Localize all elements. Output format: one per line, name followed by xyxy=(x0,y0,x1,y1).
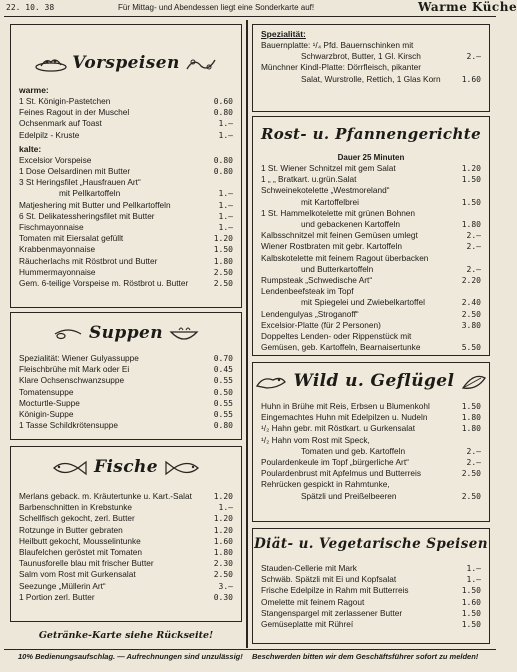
menu-item xyxy=(19,558,233,569)
menu-item xyxy=(19,398,233,409)
menu-item xyxy=(261,241,481,252)
menu-item-price: 2.— xyxy=(466,242,481,252)
menu-item-name: 6 St. Delikatessheringsfilet mit Butter xyxy=(19,210,155,221)
menu-item xyxy=(19,107,233,118)
menu-item xyxy=(261,253,481,264)
menu-item-price: 1.— xyxy=(218,200,233,210)
menu-item-name: Schweinekotelette „Westmoreland“ xyxy=(261,185,390,196)
menu-item xyxy=(19,211,233,222)
menu-item xyxy=(19,536,233,547)
fische-heading-wrap xyxy=(11,457,241,479)
menu-item-price: 1.20 xyxy=(213,492,233,501)
menu-item xyxy=(261,491,481,502)
menu-item-name: mit Pellkartoffeln xyxy=(59,188,121,199)
menu-item-name: Gem. 6-teilige Vorspeise m. Röstbrot u. Butter xyxy=(19,278,189,289)
menu-item-name: Merlans geback. m. Kräutertunke u. Kart.-Salat xyxy=(19,491,192,501)
menu-item-name: Huhn in Brühe mit Reis, Erbsen u Blumenkohl xyxy=(261,401,430,411)
menu-item xyxy=(261,208,481,219)
menu-item-name: Heilbutt gekocht, Mousselintunke xyxy=(19,535,141,546)
menu-item-price: 1.20 xyxy=(461,164,481,173)
fische-title: Fische xyxy=(93,457,159,478)
suppen-items xyxy=(19,353,233,431)
menu-item xyxy=(19,244,233,255)
menu-item-price: 1.— xyxy=(466,564,481,573)
menu-item xyxy=(261,412,481,423)
rost-title: Rost- u. Pfannengerichte xyxy=(260,125,482,143)
game-bird-icon xyxy=(253,372,289,392)
menu-item-price: 5.50 xyxy=(461,343,481,353)
menu-item xyxy=(261,275,481,286)
menu-item-name: Barbenschnitten in Krebstunke xyxy=(19,502,133,513)
suppen-title: Suppen xyxy=(89,323,163,343)
menu-item-name: Gemüsen, geb. Kartoffeln, Bearnaisertunke xyxy=(261,342,421,353)
menu-item xyxy=(19,513,233,524)
menu-item xyxy=(261,297,481,308)
menu-item-price: 2.50 xyxy=(213,267,233,277)
menu-item-name: und gebackenen Kartoffeln xyxy=(301,219,401,230)
menu-item-price: 2.50 xyxy=(213,279,233,289)
suppen-box xyxy=(10,312,242,440)
menu-item xyxy=(261,479,481,490)
menu-item xyxy=(261,597,481,608)
food-plate-icon xyxy=(34,54,68,74)
column-divider xyxy=(246,20,248,648)
menu-item xyxy=(261,264,481,275)
wild-title: Wild u. Geflügel xyxy=(293,371,455,391)
menu-item xyxy=(261,197,481,208)
menu-item-price: 1.50 xyxy=(461,175,481,185)
menu-item xyxy=(19,166,233,177)
menu-item-name: Klare Ochsenschwanzsuppe xyxy=(19,375,125,386)
menu-item-price: 1.20 xyxy=(213,525,233,535)
menu-item-name: 1 St. Königin-Pastetchen xyxy=(19,96,111,106)
menu-item xyxy=(19,188,233,199)
menu-item-name: Stauden-Cellerie mit Mark xyxy=(261,563,357,573)
menu-item xyxy=(261,435,481,446)
menu-item-name: Mocturtle-Suppe xyxy=(19,397,80,408)
menu-item-name: 3 St Heringsfilet „Hausfrauen Art“ xyxy=(19,177,141,188)
menu-item-name: mit Spiegelei und Zwiebelkartoffel xyxy=(301,297,425,308)
menu-item-name: Poulardenkeule im Topf „bürgerliche Art“ xyxy=(261,457,409,468)
menu-item xyxy=(261,608,481,619)
menu-item xyxy=(19,353,233,364)
menu-item xyxy=(261,40,481,51)
menu-item xyxy=(261,163,481,174)
menu-item-name: Tomaten mit Eiersalat gefüllt xyxy=(19,233,124,244)
spezialitaet-box xyxy=(252,24,490,112)
menu-item-price: 1.— xyxy=(218,503,233,513)
menu-item-price: 2.— xyxy=(466,231,481,241)
soup-spoon-icon xyxy=(51,324,85,344)
spezialitaet-title: Spezialität: xyxy=(261,29,306,39)
menu-item-name: 1 „ „ Bratkart. u.grün.Salat xyxy=(261,174,357,185)
menu-item-name: 1 St. Wiener Schnitzel mit gem Salat xyxy=(261,163,396,173)
menu-item-price: 2.— xyxy=(466,52,481,62)
menu-item xyxy=(19,364,233,375)
menu-item xyxy=(19,118,233,129)
menu-item xyxy=(19,96,233,107)
menu-item-name: mit Kartoffelbrei xyxy=(301,196,359,207)
menu-item-price: 1.50 xyxy=(461,586,481,596)
menu-item-price: 1.20 xyxy=(213,234,233,244)
bottom-divider xyxy=(4,649,496,650)
menu-item-name: Taunusforelle blau mit frischer Butter xyxy=(19,558,154,569)
menu-item-name: Bauernplatte: ¹/₄ Pfd. Bauernschinken mit xyxy=(261,40,414,50)
menu-item-price: 1.80 xyxy=(213,256,233,266)
menu-item xyxy=(19,569,233,580)
garnish-icon xyxy=(184,54,218,74)
menu-item-price: 1.60 xyxy=(461,597,481,607)
game-leaf-icon xyxy=(459,372,489,392)
fische-items xyxy=(19,491,233,603)
menu-item-price: 1.50 xyxy=(213,245,233,255)
menu-item-price: 1.80 xyxy=(213,548,233,558)
menu-item-name: und Butterkartoffeln xyxy=(301,263,374,274)
menu-item xyxy=(261,446,481,457)
menu-item-name: Salat, Wurstrolle, Rettich, 1 Glas Korn xyxy=(301,73,441,84)
menu-item-name: Feines Ragout in der Muschel xyxy=(19,107,130,118)
menu-item xyxy=(19,177,233,188)
menu-item-price: 1.50 xyxy=(461,402,481,411)
menu-item-name: Münchner Kindl-Platte: Dörrfleisch, pikanter xyxy=(261,62,422,73)
menu-item-price: 1.60 xyxy=(461,74,481,84)
soup-bowl-icon xyxy=(167,324,201,344)
menu-item xyxy=(19,375,233,386)
menu-item xyxy=(261,219,481,230)
spezialitaet-list xyxy=(261,29,481,85)
menu-item-name: Stangenspargel mit zerlassener Butter xyxy=(261,607,403,618)
menu-item xyxy=(261,619,481,630)
rost-box xyxy=(252,116,490,356)
menu-item-price: 0.55 xyxy=(213,398,233,408)
menu-item-price: 0.70 xyxy=(213,354,233,363)
menu-item xyxy=(261,320,481,331)
cooking-duration: Dauer 25 Minuten xyxy=(337,153,405,162)
menu-item xyxy=(261,309,481,320)
menu-item-price: 2.40 xyxy=(461,298,481,308)
suppen-list xyxy=(19,353,233,431)
menu-item-price: 2.50 xyxy=(461,309,481,319)
menu-item-price: 3.— xyxy=(218,581,233,591)
menu-item xyxy=(261,468,481,479)
menu-item-name: Eingemachtes Huhn mit Edelpilzen u. Nudeln xyxy=(261,412,428,423)
menu-item-price: 0.55 xyxy=(213,376,233,386)
menu-item-price: 2.50 xyxy=(461,469,481,479)
drinks-card-note: Getränke-Karte siehe Rückseite! xyxy=(38,630,214,641)
menu-item xyxy=(19,581,233,592)
menu-item-name: Tomaten und geb. Kartoffeln xyxy=(301,445,406,456)
wild-list xyxy=(261,401,481,502)
menu-item xyxy=(19,278,233,289)
menu-item-price: 1.— xyxy=(218,130,233,140)
menu-item-price: 1.— xyxy=(218,211,233,221)
vorspeisen-title: Vorspeisen xyxy=(72,53,180,73)
warm-items xyxy=(19,96,233,141)
menu-item xyxy=(261,51,481,62)
wild-heading-wrap xyxy=(253,371,489,392)
menu-item-price: 2.— xyxy=(466,458,481,468)
menu-item-name: Spätzli und Preißelbeeren xyxy=(301,490,397,501)
menu-item-price: 0.80 xyxy=(213,155,233,165)
menu-item-name: Königin-Suppe xyxy=(19,409,74,420)
menu-item xyxy=(261,342,481,353)
menu-item-price: 1.— xyxy=(466,575,481,585)
menu-item-name: Wiener Rostbraten mit gebr. Kartoffeln xyxy=(261,241,402,252)
menu-item-price: 1.80 xyxy=(461,413,481,423)
menu-item-price: 1.80 xyxy=(461,220,481,230)
top-divider xyxy=(4,16,496,17)
menu-item-price: 0.30 xyxy=(213,592,233,602)
menu-item-name: Ochsenmark auf Toast xyxy=(19,118,102,129)
menu-item xyxy=(261,185,481,196)
menu-item-price: 1.80 xyxy=(461,424,481,434)
menu-item-name: Rumpsteak „Schwedische Art“ xyxy=(261,275,373,286)
menu-item xyxy=(261,457,481,468)
menu-item-name: 1 Tasse Schildkrötensuppe xyxy=(19,420,119,431)
menu-item-price: 2.— xyxy=(466,264,481,274)
menu-item-price: 2.50 xyxy=(213,570,233,580)
menu-item xyxy=(261,174,481,185)
menu-item xyxy=(261,563,481,574)
footer-complaints-note: Beschwerden bitten wir dem Geschäftsführer sofort zu melden! xyxy=(252,652,479,661)
menu-item-price: 1.20 xyxy=(213,514,233,524)
diaet-items xyxy=(261,563,481,630)
fische-list xyxy=(19,491,233,603)
menu-item-name: ¹/₂ Hahn gebr. mit Röstkart. u Gurkensalat xyxy=(261,423,416,434)
menu-item-name: Hummermayonnaise xyxy=(19,266,96,277)
menu-item-name: Schellfisch gekocht, zerl. Butter xyxy=(19,513,135,524)
rost-items xyxy=(261,163,481,353)
menu-item-price: 0.80 xyxy=(213,108,233,118)
menu-item-price: 1.50 xyxy=(461,620,481,630)
cold-subheading: kalte: xyxy=(19,143,42,154)
diaet-list xyxy=(261,563,481,630)
menu-item-name: Excelsior-Platte (für 2 Personen) xyxy=(261,319,381,330)
menu-item xyxy=(19,420,233,431)
menu-item-name: Poulardenbrust mit Apfelmus und Butterreis xyxy=(261,468,422,479)
menu-item xyxy=(19,222,233,233)
suppen-heading-wrap xyxy=(11,323,241,344)
warm-subheading: warme: xyxy=(19,85,49,95)
menu-item-name: Excelsior Vorspeise xyxy=(19,154,92,165)
menu-item-price: 0.45 xyxy=(213,365,233,375)
menu-item-name: Fleischbrühe mit Mark oder Ei xyxy=(19,364,130,375)
menu-item xyxy=(19,547,233,558)
fische-box xyxy=(10,446,242,622)
menu-item-price: 0.80 xyxy=(213,167,233,177)
rost-heading-wrap xyxy=(253,125,489,144)
menu-item-name: Räucherlachs mit Röstbrot und Butter xyxy=(19,255,158,266)
menu-item xyxy=(261,574,481,585)
spezialitaet-items xyxy=(261,40,481,85)
menu-item-price: 1.— xyxy=(218,223,233,233)
diaet-heading-wrap xyxy=(253,535,489,553)
menu-item xyxy=(19,502,233,513)
diaet-box xyxy=(252,528,490,644)
menu-item-price: 1.— xyxy=(218,119,233,129)
menu-item-name: Krabbenmayonnaise xyxy=(19,244,96,255)
menu-item xyxy=(261,286,481,297)
menu-item-name: Doppeltes Lenden- oder Rippenstück mit xyxy=(261,331,412,342)
menu-item-price: 2.50 xyxy=(461,491,481,501)
menu-item-name: 1 Dose Oelsardinen mit Butter xyxy=(19,166,131,177)
menu-item-price: 2.20 xyxy=(461,276,481,286)
menu-item xyxy=(261,230,481,241)
menu-item-price: 0.50 xyxy=(213,387,233,397)
menu-item-name: ¹/₂ Hahn vom Rost mit Speck, xyxy=(261,434,370,445)
menu-item-name: Spezialität: Wiener Gulyassuppe xyxy=(19,353,139,363)
menu-item-price: 1.— xyxy=(218,189,233,199)
menu-item-name: 1 Portion zerl. Butter xyxy=(19,591,95,602)
wild-items xyxy=(261,401,481,502)
menu-item xyxy=(19,233,233,244)
menu-item xyxy=(19,200,233,211)
menu-date: 22. 10. 38 xyxy=(6,3,55,12)
menu-item xyxy=(261,401,481,412)
menu-item-price: 3.80 xyxy=(461,320,481,330)
menu-item xyxy=(19,491,233,502)
menu-item xyxy=(19,387,233,398)
wild-box xyxy=(252,362,490,522)
menu-item-name: Lendenbeefsteak im Topf xyxy=(261,286,354,297)
menu-item-name: 1 St. Hammelkotelette mit grünen Bohnen xyxy=(261,207,416,218)
menu-item xyxy=(19,130,233,141)
menu-item-name: Blaufelchen geröstet mit Tomaten xyxy=(19,547,142,558)
menu-item-price: 0.55 xyxy=(213,410,233,420)
menu-item-name: Kalbsschnitzel mit feinen Gemüsen umlegt xyxy=(261,230,418,241)
menu-item-name: Rehrücken gespickt in Rahmtunke, xyxy=(261,479,390,490)
menu-item xyxy=(19,409,233,420)
menu-item xyxy=(19,256,233,267)
menu-item-price: 2.— xyxy=(466,446,481,456)
diaet-title: Diät- u. Vegetarische Speisen xyxy=(254,536,488,552)
menu-item-name: Fischmayonnaise xyxy=(19,222,84,233)
menu-item-name: Schwäb. Spätzli mit Ei und Kopfsalat xyxy=(261,574,397,585)
warm-kitchen-label: Warme Küche xyxy=(418,0,517,14)
menu-item-price: 0.60 xyxy=(213,97,233,106)
menu-item xyxy=(261,331,481,342)
menu-item-name: Matjeshering mit Butter und Pellkartoffeln xyxy=(19,199,171,210)
menu-item-name: Tomatensuppe xyxy=(19,386,74,397)
menu-item xyxy=(261,423,481,434)
vorspeisen-box xyxy=(10,24,242,308)
menu-item xyxy=(19,525,233,536)
menu-item-name: Gemüseplatte mit Rühreí xyxy=(261,619,354,630)
menu-item-price: 0.80 xyxy=(213,421,233,431)
menu-item-name: Omelette mit feinem Ragout xyxy=(261,596,365,607)
menu-item-name: Schwarzbrot, Butter, 1 Gl. Kirsch xyxy=(301,51,421,62)
menu-item-name: Frische Edelpilze in Rahm mit Butterreis xyxy=(261,585,409,596)
menu-item-price: 2.30 xyxy=(213,559,233,569)
footer-service-note: 10% Bedienungsaufschlag. — Aufrechnungen sind unzulässig! xyxy=(18,652,243,661)
menu-item-name: Kalbskotelette mit feinem Ragout überbacken xyxy=(261,252,429,263)
fish-right-icon xyxy=(162,457,202,479)
menu-item-name: Seezunge „Müllerin Art“ xyxy=(19,580,106,591)
vorspeisen-list xyxy=(19,85,233,289)
menu-item-name: Lendengulyas „Stroganoff“ xyxy=(261,308,359,319)
menu-item xyxy=(19,592,233,603)
menu-item xyxy=(261,62,481,73)
menu-item-price: 1.60 xyxy=(213,536,233,546)
menu-item-price: 1.50 xyxy=(461,197,481,207)
menu-item xyxy=(261,74,481,85)
menu-item xyxy=(261,585,481,596)
special-card-notice: Für Mittag- und Abendessen liegt eine Sonderkarte auf! xyxy=(118,3,315,12)
menu-item xyxy=(19,267,233,278)
menu-item xyxy=(19,155,233,166)
fish-left-icon xyxy=(50,457,90,479)
vorspeisen-heading-wrap xyxy=(11,53,241,74)
rost-list xyxy=(261,153,481,353)
cold-items xyxy=(19,155,233,289)
menu-item-name: Rotzunge in Butter gebraten xyxy=(19,524,123,535)
menu-item-price: 1.50 xyxy=(461,608,481,618)
menu-item-name: Salm vom Rost mit Gurkensalat xyxy=(19,569,136,580)
menu-item-name: Edelpilz - Kruste xyxy=(19,129,80,140)
